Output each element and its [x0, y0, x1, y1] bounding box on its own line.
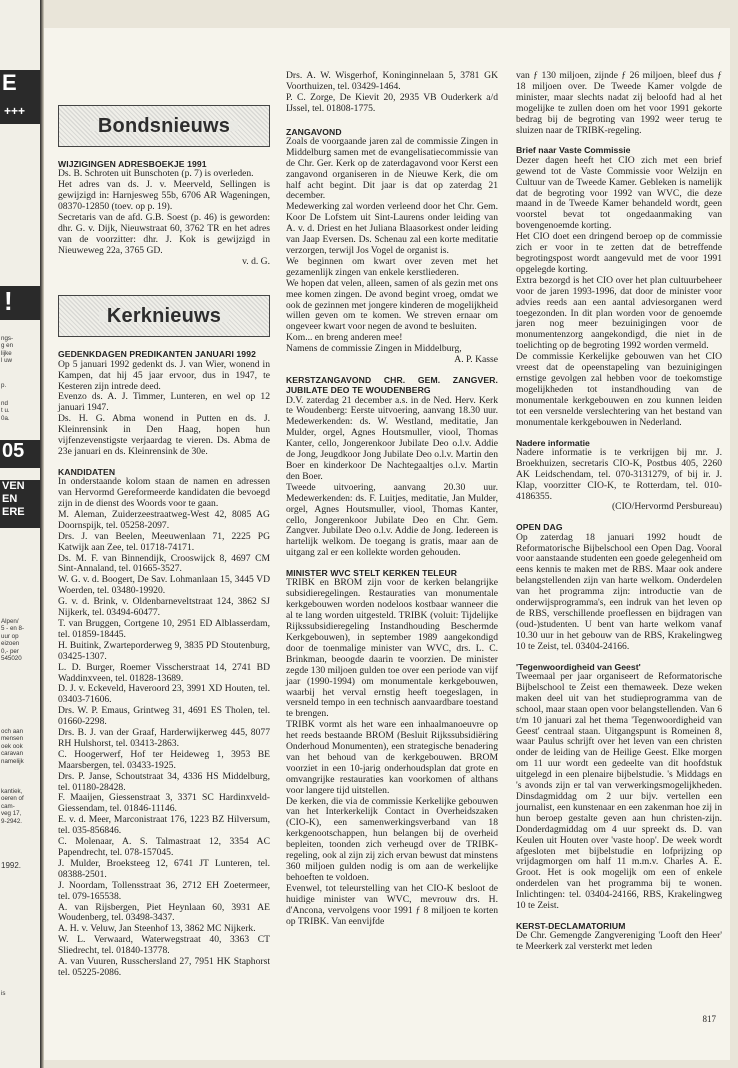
paragraph: Zoals de voorgaande jaren zal de commissie Zingen in Middelburg samen met de evangelisatiecommissie van de Chr. Ger. Kerk op de zaterdagavond voor Kerst een zangavond organiseren in de Nieuwe Kerk, die om half acht begint. Dit jaar is dat op zaterdag 21 december.	[286, 135, 498, 202]
article-heading: KERSTZANGAVOND CHR. GEM. ZANGVER. JUBILATE DEO TE WOUDENBERG	[286, 374, 498, 396]
candidate-entry: P. C. Zorge, De Kievit 20, 2935 VB Ouderkerk a/d IJssel, tel. 01808-1775.	[286, 91, 498, 114]
candidate-entry: J. Noordam, Tollensstraat 36, 2712 EH Zoetermeer, tel. 079-165538.	[58, 879, 270, 902]
article-heading: WIJZIGINGEN ADRESBOEKJE 1991	[58, 159, 207, 169]
page-number: 817	[702, 1014, 716, 1024]
paragraph: De kerken, die via de commissie Kerkelijke gebouwen van het Interkerkelijk Contact in Overheidszaken (CIO-K), een samenwerkingsverband van 18 kerkgenootschappen, hun belangen bij de overheid bepleiten, toonden zich verheugd over de TRIBK-regeling, ook al zijn zij zich ervan bewust dat minstens 360 miljoen gulden nodig is om aan de werkelijke behoeften te voldoen.	[286, 795, 498, 883]
paragraph: TRIBK en BROM zijn voor de kerken belangrijke subsidieregelingen. Restauraties van monumentale kerkgebouwen worden nodeloos kostbaar wanneer die al te lang worden uitgesteld. TRIBK (voluit: Tijdelijke Rijkssubsidieregeling Instandhouding Beschermde Kerkgebouwen), in september 1989 aangekondigd door de toenmalige minister van WVC, drs. L. C. Brinkman, beoogde daarin te voorzien. De minister zegde 130 miljoen gulden toe over een periode van vijf jaar (1990-1994) om monumentale kerkgebouwen, waarbij het verval ernstig heeft toegeslagen, in versneld tempo in een technisch aanvaardbare toestand te brengen.	[286, 577, 498, 720]
column-1	[58, 72, 270, 979]
edge-fragment: 05	[0, 440, 40, 468]
signature: (CIO/Hervormd Persbureau)	[611, 501, 722, 513]
paragraph: Kom... en breng anderen mee!	[286, 332, 403, 344]
candidate-entry: Ds. M. F. van Binnendijk, Crooswijck 8, 4697 CM Sint-Annaland, tel. 01665-3527.	[58, 552, 270, 575]
section-banner-bondsnieuws	[58, 105, 270, 147]
candidate-entry: Drs. A. W. Wisgerhof, Koninginnelaan 5, 3781 GK Voorthuizen, tel. 03429-1464.	[286, 70, 498, 92]
paragraph: We hopen dat velen, alleen, samen of als gezin met ons mee komen zingen. De avond begint vroeg, omdat we ook de gezinnen met jongere kinderen de mogelijkheid willen geven om te komen. We streven ernaar om ongeveer kwart voor negen de avond te besluiten.	[286, 277, 498, 333]
paragraph: Ds. H. G. Abma wonend in Putten en ds. J. Kleinrensink in Den Haag, hopen hun vijfenzevenstigste verjaardag te vieren. Ds. Abma de 23e januari en ds. Kleinrensink de 30e.	[58, 413, 270, 457]
edge-text: ngs- g en lijke l uw	[1, 335, 14, 365]
paragraph: TRIBK vormt als het ware een inhaalmanoeuvre op het reeds bestaande BROM (Besluit Rijkssubsidiëring Onderhoud Monumenten), een strategische benadering van het behoud van de kerkgebouwen. BROM voorziet in een 10-jarig onderhoudsplan dat grote en omvangrijke restauraties kan voorkomen of althans voor langere tijd uitstellen.	[286, 719, 498, 796]
paragraph: Medewerking zal worden verleend door het Chr. Gem. Koor De Lofstem uit Sint-Laurens onder leiding van A. v. d. Driest en het Juliana Blaasorkest onder leiding van Jaap Eversen. Ds. Schenau zal een korte meditatie verzorgen, terwijl Jos Vogel de organist is.	[286, 201, 498, 256]
subheading: Nadere informatie	[516, 437, 590, 448]
paragraph: Evenzo ds. A. J. Timmer, Lunteren, en wel op 12 januari 1947.	[58, 391, 270, 414]
paragraph: Het CIO doet een dringend beroep op de commissie zich er voor in te zetten dat de betreffende begrotingspost wordt aangevuld met de voor 1991 opgelegde korting.	[516, 231, 722, 275]
article-heading: OPEN DAG	[516, 522, 563, 533]
edge-fragment: VEN EN ERE	[0, 480, 40, 528]
paragraph: Op zaterdag 18 januari 1992 houdt de Reformatorische Bijbelschool een Open Dag. Vooral voor aanstaande studenten een goede gelegenheid om eens kennis te maken met de RBS. Maar ook andere belangstellenden zijn van harte welkom. Onderdelen van het programma zijn: introductie van de onderwijsprogramma's, een indruk van het leven op de RBS, verschillende proeflessen en bijdragen van (oud-)studenten. U bent van harte welkom vanaf 10.30 uur in het gebouw van de RBS, Krakelingweg 10 te Zeist, tel. 03404-24166.	[516, 531, 722, 652]
candidate-entry: D. J. v. Eckeveld, Haveroord 23, 3991 XD Houten, tel. 03403-71606.	[58, 683, 270, 706]
candidate-entry: W. L. Verwaard, Waterwegstraat 40, 3363 CT Sliedrecht, tel. 01840-13778.	[58, 934, 270, 957]
edge-fragment: +++	[0, 104, 40, 124]
paragraph: Op 5 januari 1992 gedenkt ds. J. van Wier, wonend in Kampen, dat hij 45 jaar ervoor, dus in 1947, te Kesteren zijn intrede deed.	[58, 358, 270, 392]
signature: v. d. G.	[242, 255, 270, 267]
edge-text: p.	[1, 382, 7, 389]
paragraph: De commissie Kerkelijke gebouwen van het CIO vreest dat de opeenstapeling van bezuinigingen ernstige gevolgen zal hebben voor de toekomstige mogelijkheden tot instandhouding van de monumentale kerkgebouwen en zou kunnen leiden tot een versnelde verslechtering van het bestand van monumentale kerkgebouwen in Nederland.	[516, 351, 722, 428]
candidate-entry: Drs. J. van Beelen, Meeuwenlaan 71, 2225 PG Katwijk aan Zee, tel. 01718-74171.	[58, 530, 270, 553]
candidate-entry: Drs. W. P. Emaus, Grintweg 31, 4691 ES Tholen, tel. 01660-2298.	[58, 705, 270, 728]
signature: A. P. Kasse	[454, 354, 498, 366]
edge-fragment: !	[0, 286, 40, 320]
article-heading: ZANGAVOND	[286, 126, 342, 137]
edge-text: is	[1, 990, 6, 997]
facing-page-edge	[0, 0, 40, 1068]
article-heading: MINISTER WVC STELT KERKEN TELEUR	[286, 568, 458, 579]
candidate-entry: Drs. B. J. van der Graaf, Harderwijkerweg 445, 8077 RH Hulshorst, tel. 03413-2863.	[58, 727, 270, 749]
paragraph: In onderstaande kolom staan de namen en adressen van Hervormd Gereformeerde kandidaten die bevoegd zijn in de dienst des Woords voor te gaan.	[58, 476, 270, 510]
article-heading: GEDENKDAGEN PREDIKANTEN JANUARI 1992	[58, 349, 256, 360]
candidate-entry: W. G. v. d. Boogert, De Sav. Lohmanlaan 15, 3445 VD Woerden, tel. 03480-19920.	[58, 574, 270, 597]
edge-text: kantiek, oeren of cam- veg 17, 9-2942.	[1, 788, 24, 825]
section-banner-kerknieuws	[58, 295, 270, 337]
candidate-entry: C. Hoogerwerf, Hof ter Heideweg 1, 3953 BE Maarsbergen, tel. 03433-1925.	[58, 748, 270, 771]
candidate-entry: G. v. d. Brink, v. Oldenbarneveltstraat 124, 3862 SJ Nijkerk, tel. 03494-60477.	[58, 596, 270, 619]
paragraph: Dezer dagen heeft het CIO zich met een brief gewend tot de Vaste Commissie voor Welzijn en Cultuur van de Tweede Kamer. Gebleken is namelijk dat de begroting voor 1992 van WVC, die deze maand in de Tweede Kamer behandeld wordt, geen voorstel bevat tot ongedaanmaking van bovengenoemde korting.	[516, 154, 722, 232]
paragraph: D.V. zaterdag 21 december a.s. in de Ned. Herv. Kerk te Woudenberg: Eerste uitvoering, aanvang 18.30 uur. Medewerkenden: ds. W. Westland, meditatie, Jan Mulder, orgel, Agnes Houtsmuller, viool, Thomas Kanter, cello, Jongerenkoor Jubilate Deo o.l.v. Addie de Jong, Jeugdkoor Jong Jubilate Deo o.l.v. Martin den Boer en kinderkoor De Nachtegaaltjes o.l.v. Martin den Boer.	[286, 394, 498, 482]
paragraph: Evenwel, tot teleurstelling van het CIO-K besloot de huidige minister van WVC, mevrouw drs. H. d'Ancona, vervolgens voor 1991 ƒ 8 miljoen te korten op TRIBK. Van eenvijfde	[286, 882, 498, 927]
paragraph: Ds. B. Schroten uit Bunschoten (p. 7) is overleden.	[58, 168, 254, 180]
paragraph: Het adres van ds. J. v. Meerveld, Sellingen is gewijzigd in: Harnjesweg 55b, 6706 AR Wageningen, 08370-12850 (toev. op p. 19).	[58, 179, 270, 213]
candidate-entry: T. van Bruggen, Cortgene 10, 2951 ED Alblasserdam, tel. 01859-18445.	[58, 617, 270, 640]
candidate-entry: A. van Vuuren, Russchersland 27, 7951 HK Staphorst tel. 05225-2086.	[58, 956, 270, 978]
candidate-entry: E. v. d. Meer, Marconistraat 176, 1223 BZ Hilversum, tel. 035-856846.	[58, 814, 270, 837]
edge-text: 1992.	[1, 861, 22, 870]
paragraph: De Chr. Gemengde Zangvereniging 'Looft den Heer' te Meerkerk zal versterkt met leden	[516, 930, 722, 953]
column-3	[516, 71, 722, 953]
paragraph: Extra bezorgd is het CIO over het plan cultuurbeheer voor de jaren 1993-1996, dat door de minister voor advies reeds aan een aantal adviesorganen werd toegezonden. In dit plan worden voor de genoemde jaren nog meer bezuinigingen voor de monumentenzorg aangekondigd, die niet in de toelichting op de begroting 1992 worden vermeld.	[516, 274, 722, 352]
article-heading: KANDIDATEN	[58, 466, 116, 477]
paragraph: Namens de commissie Zingen in Middelburg,	[286, 343, 462, 355]
paragraph: We beginnen om kwart over zeven met het gezamenlijk zingen van enkele kerstliederen.	[286, 255, 498, 278]
edge-text: och aan mensen oek ook caravan namelijk	[1, 728, 24, 765]
banner-title: Bondsnieuws	[90, 121, 238, 132]
candidate-entry: F. Maaijen, Giessenstraat 3, 3371 SC Hardinxveld-Giessendam, tel. 01846-11146.	[58, 792, 270, 815]
candidate-entry: C. Molenaar, A. S. Talmastraat 12, 3354 AC Papendrecht, tel. 078-157045.	[58, 836, 270, 859]
candidate-entry: M. Aleman, Zuiderzeestraatweg-West 42, 8085 AG Doornspijk, tel. 05258-2097.	[58, 508, 270, 531]
paragraph: Secretaris van de afd. G.B. Soest (p. 46) is geworden: dhr. G. v. Dijk, Nieuwstraat 60, 3762 TR en het adres van de voorzitter: dhr. J. Kok is gewijzigd in Nieuweweg 22a, 3765 GD.	[58, 211, 270, 256]
candidate-entry: A. H. v. Veluw, Jan Steenhof 13, 3862 MC Nijkerk.	[58, 923, 256, 935]
column-2	[286, 71, 498, 927]
subheading: Brief naar Vaste Commissie	[516, 145, 631, 156]
edge-text: nd t u. 0a.	[1, 400, 10, 422]
candidate-entry: J. Mulder, Broeksteeg 12, 6741 JT Lunteren, tel. 08388-2501.	[58, 857, 270, 880]
candidate-entry: H. Buitink, Zwarteporderweg 9, 3835 PD Stoutenburg, 03425-1307.	[58, 639, 270, 662]
edge-fragment: E	[0, 70, 40, 104]
paragraph: Nadere informatie is te verkrijgen bij mr. J. Broekhuizen, secretaris CIO-K, Postbus 405, 2260 AK Leidschendam, tel. 070-3131279, of bij ir. J. Klap, voorzitter CIO-K, te Rotterdam, tel. 010-4186355.	[516, 446, 722, 502]
candidate-entry: A. van Rijsbergen, Piet Heynlaan 60, 3931 AE Woudenberg, tel. 03498-3437.	[58, 901, 270, 924]
edge-text: Alpen/ 5 - en 8- uur op eizoen 0,- per 545020	[1, 618, 25, 663]
magazine-page	[44, 28, 730, 1060]
banner-title: Kerknieuws	[99, 311, 229, 322]
paragraph: Tweede uitvoering, aanvang 20.30 uur. Medewerkenden: ds. F. Luitjes, meditatie, Jan Mulder, orgel, Agnes Houtsmuller, viool, Thomas Kanter, cello, Jongerenkoor Jubilate Deo en Chr. Gem. Zangver. Jubilate Deo o.l.v. Addie de Jong. Iedereen is hartelijk welkom. De toegang is gratis, maar aan de uitgang zal er een kollekte worden gehouden.	[286, 481, 498, 559]
article-heading: KERST-DECLAMATORIUM	[516, 920, 626, 931]
candidate-entry: Drs. P. Janse, Schoutstraat 34, 4336 HS Middelburg, tel. 01180-28428.	[58, 770, 270, 793]
paragraph: Tweemaal per jaar organiseert de Reformatorische Bijbelschool te Zeist een themaweek. Deze weken maken deel uit van het studieprogramma van de school, maar staan open voor belangstellenden. Van 6 t/m 10 januari zal het thema 'Tegenwoordigheid van Geest' centraal staan. Uitgangspunt is Romeinen 8, waar Paulus schrijft over het leven van een christen onder de leiding van de Heilige Geest. Elke morgen om 11 uur wordt een gedeelte van dit hoofdstuk uitgelegd in een plenaire bijbelstudie. 's Middags en 's avonds zijn er tal van verwerkingsmogelijkheden. Dinsdagmiddag om 2 uur bijv. vertellen een journalist, een kunstenaar en een zakenman hoe zij in hun beroep gestalte geven aan hun christen-zijn. Donderdagmiddag om 4 uur spreekt ds. D. van Keulen uit Houten over 'vaste hoop'. De week wordt afgesloten met bijbelstudie en lofprijzing op vrijdagmorgen om half 11 m.m.v. Charles A. E. Groot. Het is ook mogelijk om een of enkele onderdelen van het programma bij te wonen. Inlichtingen: tel. 03404-24166, RBS, Krakelingweg 10 te Zeist.	[516, 671, 722, 912]
candidate-list	[58, 510, 270, 979]
candidate-entry: L. D. Burger, Roemer Visscherstraat 14, 2741 BD Waddinxveen, tel. 01828-13689.	[58, 661, 270, 684]
paragraph: van ƒ 130 miljoen, zijnde ƒ 26 miljoen, bleef dus ƒ 18 miljoen over. De Tweede Kamer volgde de minister, maar slechts nadat zij beloofd had al het mogelijke te zullen doen om het voor 1991 gekorte bedrag bij de begroting van 1992 weer terug te sluizen naar de TRIBK-regeling.	[516, 70, 722, 136]
subheading: 'Tegenwoordigheid van Geest'	[516, 661, 641, 672]
